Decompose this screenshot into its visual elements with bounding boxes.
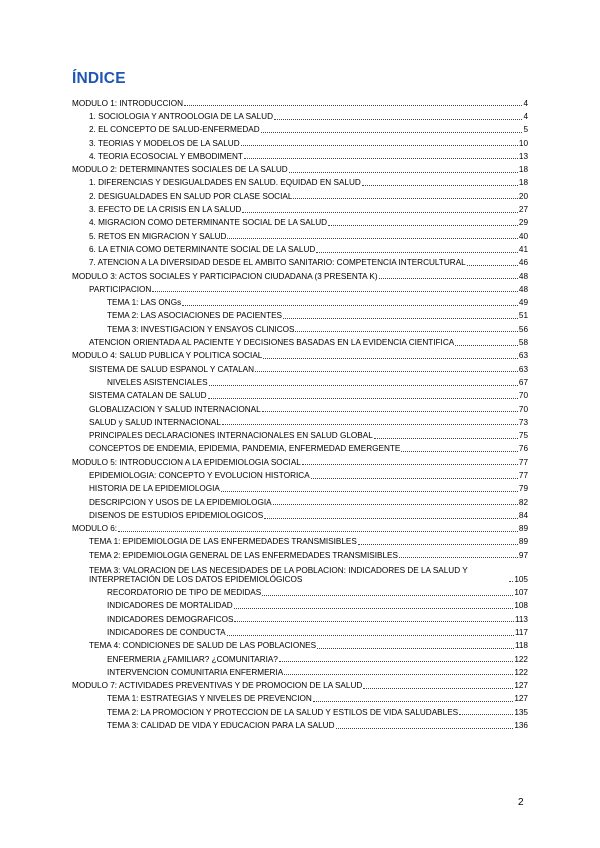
toc-entry-title: CONCEPTOS DE ENDEMIA, EPIDEMIA, PANDEMIA, ENFERMEDAD EMERGENTE xyxy=(89,445,401,454)
toc-entry-page: 41 xyxy=(518,244,528,254)
toc-dot-leader xyxy=(374,438,518,439)
toc-entry[interactable] xyxy=(72,651,528,664)
toc-entry-title: DISEÑOS DE ESTUDIOS EPIDEMIOLÓGICOS xyxy=(89,511,264,520)
toc-dot-leader xyxy=(262,411,518,412)
toc-entry[interactable] xyxy=(72,215,528,228)
toc-dot-leader xyxy=(317,648,514,649)
toc-entry-page: 40 xyxy=(518,231,528,241)
toc-entry-title: HISTORIA DE LA EPIDEMIOLOGÍA xyxy=(89,485,220,494)
toc-entry-page: 127 xyxy=(514,681,528,691)
toc-entry-page: 89 xyxy=(518,537,528,547)
toc-entry-title: TEMA 1: ESTRATEGIAS Y NIVELES DE PREVENCIÓN xyxy=(107,695,312,704)
toc-entry[interactable] xyxy=(72,281,528,294)
toc-entry-title: TEMA 3: VALORACIÓN DE LAS NECESIDADES DE LA POBLACIÓN: INDICADORES DE LA SALUD Y INTERPRETACIÓN DE LOS DATOS EPIDEMIOLÓGICOS xyxy=(89,567,468,584)
toc-entry-title: TEMA 2: LAS ASOCIACIONES DE PACIENTES xyxy=(107,312,283,321)
toc-entry-page: 46 xyxy=(518,258,528,268)
toc-entry-title: TEMA 1: LAS ONGs xyxy=(107,299,182,308)
toc-entry-title: 1. DIFERENCIAS Y DESIGUALDADES EN SALUD. EQUIDAD EN SALUD xyxy=(89,179,361,188)
toc-dot-leader xyxy=(241,145,518,146)
toc-entry[interactable] xyxy=(72,598,528,611)
toc-entry[interactable] xyxy=(72,534,528,547)
toc-entry-page: 113 xyxy=(514,614,528,624)
toc-dot-leader xyxy=(467,265,518,266)
toc-dot-leader xyxy=(509,581,513,582)
toc-entry[interactable] xyxy=(72,294,528,307)
toc-dot-leader xyxy=(273,504,518,505)
toc-entry-title: 1. SOCIOLOGÍA Y ANTROÓLOGÍA DE LA SALUD xyxy=(89,112,273,121)
toc-entry[interactable] xyxy=(72,374,528,387)
toc-dot-leader xyxy=(316,252,518,253)
toc-dot-leader xyxy=(455,345,518,346)
toc-entry[interactable] xyxy=(72,348,528,361)
toc-entry[interactable] xyxy=(72,401,528,414)
toc-entry[interactable] xyxy=(72,441,528,454)
toc-entry[interactable] xyxy=(72,664,528,677)
toc-entry-title: 7. ATENCIÓN A LA DIVERSIDAD DESDE EL ÁMBITO SANITARIO: COMPETENCIA INTERCULTURAL xyxy=(89,259,466,268)
page-title: ÍNDICE xyxy=(72,70,126,87)
toc-entry[interactable] xyxy=(72,624,528,637)
toc-entry[interactable] xyxy=(72,255,528,268)
toc-entry[interactable] xyxy=(72,201,528,214)
toc-entry-title: SISTEMA CATALAN DE SALUD xyxy=(89,392,207,401)
page-number: 2 xyxy=(518,797,524,808)
toc-entry-page: 58 xyxy=(518,338,528,348)
toc-entry[interactable] xyxy=(72,334,528,347)
toc-entry-page: 4 xyxy=(523,111,528,121)
toc-entry-title: DESCRIPCIÓN Y USOS DE LA EPIDEMIOLOGÍA xyxy=(89,498,272,507)
toc-dot-leader xyxy=(255,371,518,372)
table-of-contents xyxy=(72,95,528,731)
toc-dot-leader xyxy=(328,225,518,226)
toc-entry-title: 5. RETOS EN MIGRACIÓN Y SALUD xyxy=(89,232,227,241)
toc-entry-page: 89 xyxy=(518,524,528,534)
toc-entry-page: 70 xyxy=(518,391,528,401)
toc-entry[interactable] xyxy=(72,691,528,704)
toc-entry-title: 2. EL CONCEPTO DE SALUD-ENFERMEDAD xyxy=(89,126,260,135)
toc-dot-leader xyxy=(293,198,518,199)
toc-entry-title: MÓDULO 5: INTRODUCCIÓN A LA EPIDEMIOLOGÍA SOCIAL xyxy=(72,458,301,467)
toc-entry[interactable] xyxy=(72,135,528,148)
toc-dot-leader xyxy=(284,674,513,675)
toc-entry[interactable] xyxy=(72,481,528,494)
toc-dot-leader xyxy=(261,132,523,133)
toc-dot-leader xyxy=(227,635,514,636)
toc-entry-title: MÓDULO 6: xyxy=(72,525,118,534)
toc-dot-leader xyxy=(234,621,513,622)
toc-entry-title: ATENCIÓN ORIENTADA AL PACIENTE Y DECISIONES BASADAS EN LA EVIDENCIA CIENTÍFICA xyxy=(89,339,455,348)
toc-dot-leader xyxy=(295,331,517,332)
toc-entry[interactable] xyxy=(72,507,528,520)
toc-dot-leader xyxy=(283,318,518,319)
toc-entry-title: 4. MIGRACIÓN COMO DETERMINANTE SOCIAL DE LA SALUD xyxy=(89,219,328,228)
toc-dot-leader xyxy=(227,238,517,239)
toc-entry-page: 13 xyxy=(518,151,528,161)
toc-dot-leader xyxy=(401,451,518,452)
toc-entry-page: 105 xyxy=(514,574,528,584)
toc-entry-page: 63 xyxy=(518,364,528,374)
toc-entry[interactable] xyxy=(72,454,528,467)
toc-entry-title: RECORDATORIO DE TIPO DE MEDIDAS xyxy=(107,589,262,598)
toc-entry[interactable] xyxy=(72,361,528,374)
toc-entry-page: 48 xyxy=(518,284,528,294)
toc-entry-page: 75 xyxy=(518,431,528,441)
toc-entry-page: 5 xyxy=(523,125,528,135)
toc-entry-title: TEMA 4: CONDICIONES DE SALUD DE LAS POBLACIONES xyxy=(89,642,317,651)
toc-entry-page: 48 xyxy=(518,271,528,281)
toc-entry[interactable] xyxy=(72,321,528,334)
toc-entry[interactable] xyxy=(72,494,528,507)
toc-entry-title: PRINCIPALES DECLARACIONES INTERNACIONALES EN SALUD GLOBAL xyxy=(89,432,373,441)
toc-entry-title: INDICADORES DEMOGRÁFICOS xyxy=(107,615,234,624)
toc-dot-leader xyxy=(379,278,518,279)
toc-entry[interactable] xyxy=(72,108,528,121)
toc-entry[interactable] xyxy=(72,677,528,690)
toc-entry[interactable] xyxy=(72,611,528,624)
toc-entry-page: 51 xyxy=(518,311,528,321)
toc-dot-leader xyxy=(279,661,513,662)
toc-entry[interactable] xyxy=(72,547,528,560)
toc-dot-leader xyxy=(363,688,513,689)
toc-entry-page: 82 xyxy=(518,497,528,507)
toc-dot-leader xyxy=(358,544,518,545)
toc-entry-page: 18 xyxy=(518,165,528,175)
toc-dot-leader xyxy=(184,105,522,106)
toc-entry[interactable] xyxy=(72,467,528,480)
toc-entry-title: MODULO 4: SALUD PÚBLICA Y POLÍTICA SOCIAL xyxy=(72,352,263,361)
toc-entry-page: 127 xyxy=(514,694,528,704)
toc-dot-leader xyxy=(234,608,514,609)
toc-entry-title: 6. LA ETNIA COMO DETERMINANTE SOCIAL DE LA SALUD xyxy=(89,245,316,254)
toc-entry-page: 10 xyxy=(518,138,528,148)
toc-entry-page: 76 xyxy=(518,444,528,454)
toc-entry[interactable] xyxy=(72,717,528,730)
toc-entry-title: 2. DESIGUALDADES EN SALUD POR CLASE SOCIAL xyxy=(89,192,293,201)
toc-entry-title: MÓDULO 7: ACTIVIDADES PREVENTIVAS Y DE PROMOCIÓN DE LA SALUD xyxy=(72,682,363,691)
toc-dot-leader xyxy=(264,518,518,519)
toc-dot-leader xyxy=(182,305,518,306)
toc-entry-title: NIVELES ASISTENCIALES xyxy=(107,378,208,387)
toc-dot-leader xyxy=(152,291,518,292)
toc-entry-page: 118 xyxy=(514,641,528,651)
toc-dot-leader xyxy=(311,478,518,479)
toc-entry-title: TEMA 2: EPIDEMIOLOGÍA GENERAL DE LAS ENFERMEDADES TRANSMISIBLES xyxy=(89,551,398,560)
toc-entry[interactable] xyxy=(72,521,528,534)
toc-entry-page: 77 xyxy=(518,457,528,467)
toc-entry-page: 108 xyxy=(514,601,528,611)
toc-entry[interactable] xyxy=(72,414,528,427)
toc-entry[interactable] xyxy=(72,228,528,241)
toc-entry[interactable] xyxy=(72,95,528,108)
toc-entry[interactable] xyxy=(72,584,528,597)
toc-entry[interactable] xyxy=(72,427,528,440)
toc-entry-title: INDICADORES DE CONDUCTA xyxy=(107,628,226,637)
toc-entry-page: 122 xyxy=(514,654,528,664)
toc-entry-title: 4. TEORÍA ECOSOCIAL Y EMBODIMENT xyxy=(89,152,243,161)
toc-entry[interactable] xyxy=(72,308,528,321)
toc-dot-leader xyxy=(459,714,513,715)
toc-entry-title: ENFERMERÍA ¿FAMILIAR? ¿COMUNITARIA? xyxy=(107,655,278,664)
toc-entry-page: 27 xyxy=(518,205,528,215)
toc-entry[interactable] xyxy=(72,241,528,254)
toc-entry[interactable] xyxy=(72,704,528,717)
toc-entry-page: 56 xyxy=(518,324,528,334)
toc-entry[interactable] xyxy=(72,161,528,174)
toc-dot-leader xyxy=(313,701,514,702)
toc-entry-page: 29 xyxy=(518,218,528,228)
toc-entry-page: 63 xyxy=(518,351,528,361)
toc-entry-page: 136 xyxy=(514,721,528,731)
toc-entry-page: 79 xyxy=(518,484,528,494)
toc-entry[interactable] xyxy=(72,388,528,401)
toc-entry-title: SALUD y SALUD INTERNACIONAL xyxy=(89,418,221,427)
toc-dot-leader xyxy=(222,424,518,425)
toc-entry[interactable] xyxy=(72,175,528,188)
toc-entry-title: SISTEMA DE SALUD ESPAÑOL Y CATALAN xyxy=(89,365,255,374)
toc-entry-page: 117 xyxy=(514,627,528,637)
toc-dot-leader xyxy=(118,531,518,532)
toc-entry-page: 67 xyxy=(518,377,528,387)
toc-entry-title: TEMA 3: INVESTIGACIÓN Y ENSAYOS CLÍNICOS xyxy=(107,325,295,334)
toc-entry-page: 135 xyxy=(514,707,528,717)
toc-dot-leader xyxy=(336,728,514,729)
toc-entry-page: 107 xyxy=(514,588,528,598)
toc-entry-title: INDICADORES DE MORTALIDAD xyxy=(107,602,233,611)
toc-entry-title: 3. EFECTO DE LA CRISIS EN LA SALUD xyxy=(89,206,242,215)
toc-dot-leader xyxy=(399,557,518,558)
toc-entry[interactable] xyxy=(72,122,528,135)
toc-entry-title: INTERVENCIÓN COMUNITARIA ENFERMERÍA xyxy=(107,668,284,677)
toc-entry-title: 3. TEORÍAS Y MODELOS DE LA SALUD xyxy=(89,139,240,148)
toc-entry-title: MÓDULO 1: INTRODUCCIÓN xyxy=(72,99,183,108)
toc-entry-page: 70 xyxy=(518,404,528,414)
toc-entry-title: TEMA 3: CALIDAD DE VIDA Y EDUCACIÓN PARA LA SALUD xyxy=(107,722,335,731)
toc-entry-title: MÓDULO 3: ACTOS SOCIALES Y PARTICIPACIÓN CIUDADANA (3 PRESENTA K) xyxy=(72,272,378,281)
toc-dot-leader xyxy=(263,358,518,359)
toc-entry-page: 122 xyxy=(514,667,528,677)
toc-entry-page: 49 xyxy=(518,298,528,308)
toc-entry-title: PARTICIPACIÓN xyxy=(89,285,152,294)
toc-dot-leader xyxy=(302,464,518,465)
toc-entry[interactable] xyxy=(72,148,528,161)
toc-entry[interactable] xyxy=(72,268,528,281)
toc-entry-title: TEMA 1: EPIDEMIOLOGÍA DE LAS ENFERMEDADES TRANSMISIBLES xyxy=(89,538,357,547)
toc-entry-page: 20 xyxy=(518,191,528,201)
toc-entry-page: 77 xyxy=(518,471,528,480)
toc-entry-title: EPIDEMIOLOGÍA: CONCEPTO Y EVOLUCIÓN HISTÓRICA xyxy=(89,472,310,480)
toc-dot-leader xyxy=(262,595,513,596)
toc-entry-page: 84 xyxy=(518,510,528,520)
toc-entry[interactable] xyxy=(72,638,528,651)
toc-entry-title: MÓDULO 2: DETERMINANTES SOCIALES DE LA SALUD xyxy=(72,166,288,175)
toc-entry-page: 97 xyxy=(518,550,528,560)
toc-dot-leader xyxy=(362,185,518,186)
toc-dot-leader xyxy=(208,398,518,399)
toc-dot-leader xyxy=(289,172,518,173)
toc-entry-title: TEMA 2: LA PROMOCIÓN Y PROTECCIÓN DE LA SALUD Y ESTILOS DE VIDA SALUDABLES xyxy=(107,708,459,717)
toc-dot-leader xyxy=(242,212,518,213)
toc-entry-page: 18 xyxy=(518,178,528,188)
toc-dot-leader xyxy=(209,385,518,386)
toc-entry-page: 4 xyxy=(523,98,528,108)
toc-entry[interactable] xyxy=(72,560,528,584)
toc-entry-title: GLOBALIZACIÓN Y SALUD INTERNACIONAL xyxy=(89,405,261,414)
toc-entry-page: 73 xyxy=(518,417,528,427)
toc-dot-leader xyxy=(221,491,518,492)
toc-dot-leader xyxy=(244,158,518,159)
toc-entry[interactable] xyxy=(72,188,528,201)
toc-dot-leader xyxy=(274,119,522,120)
